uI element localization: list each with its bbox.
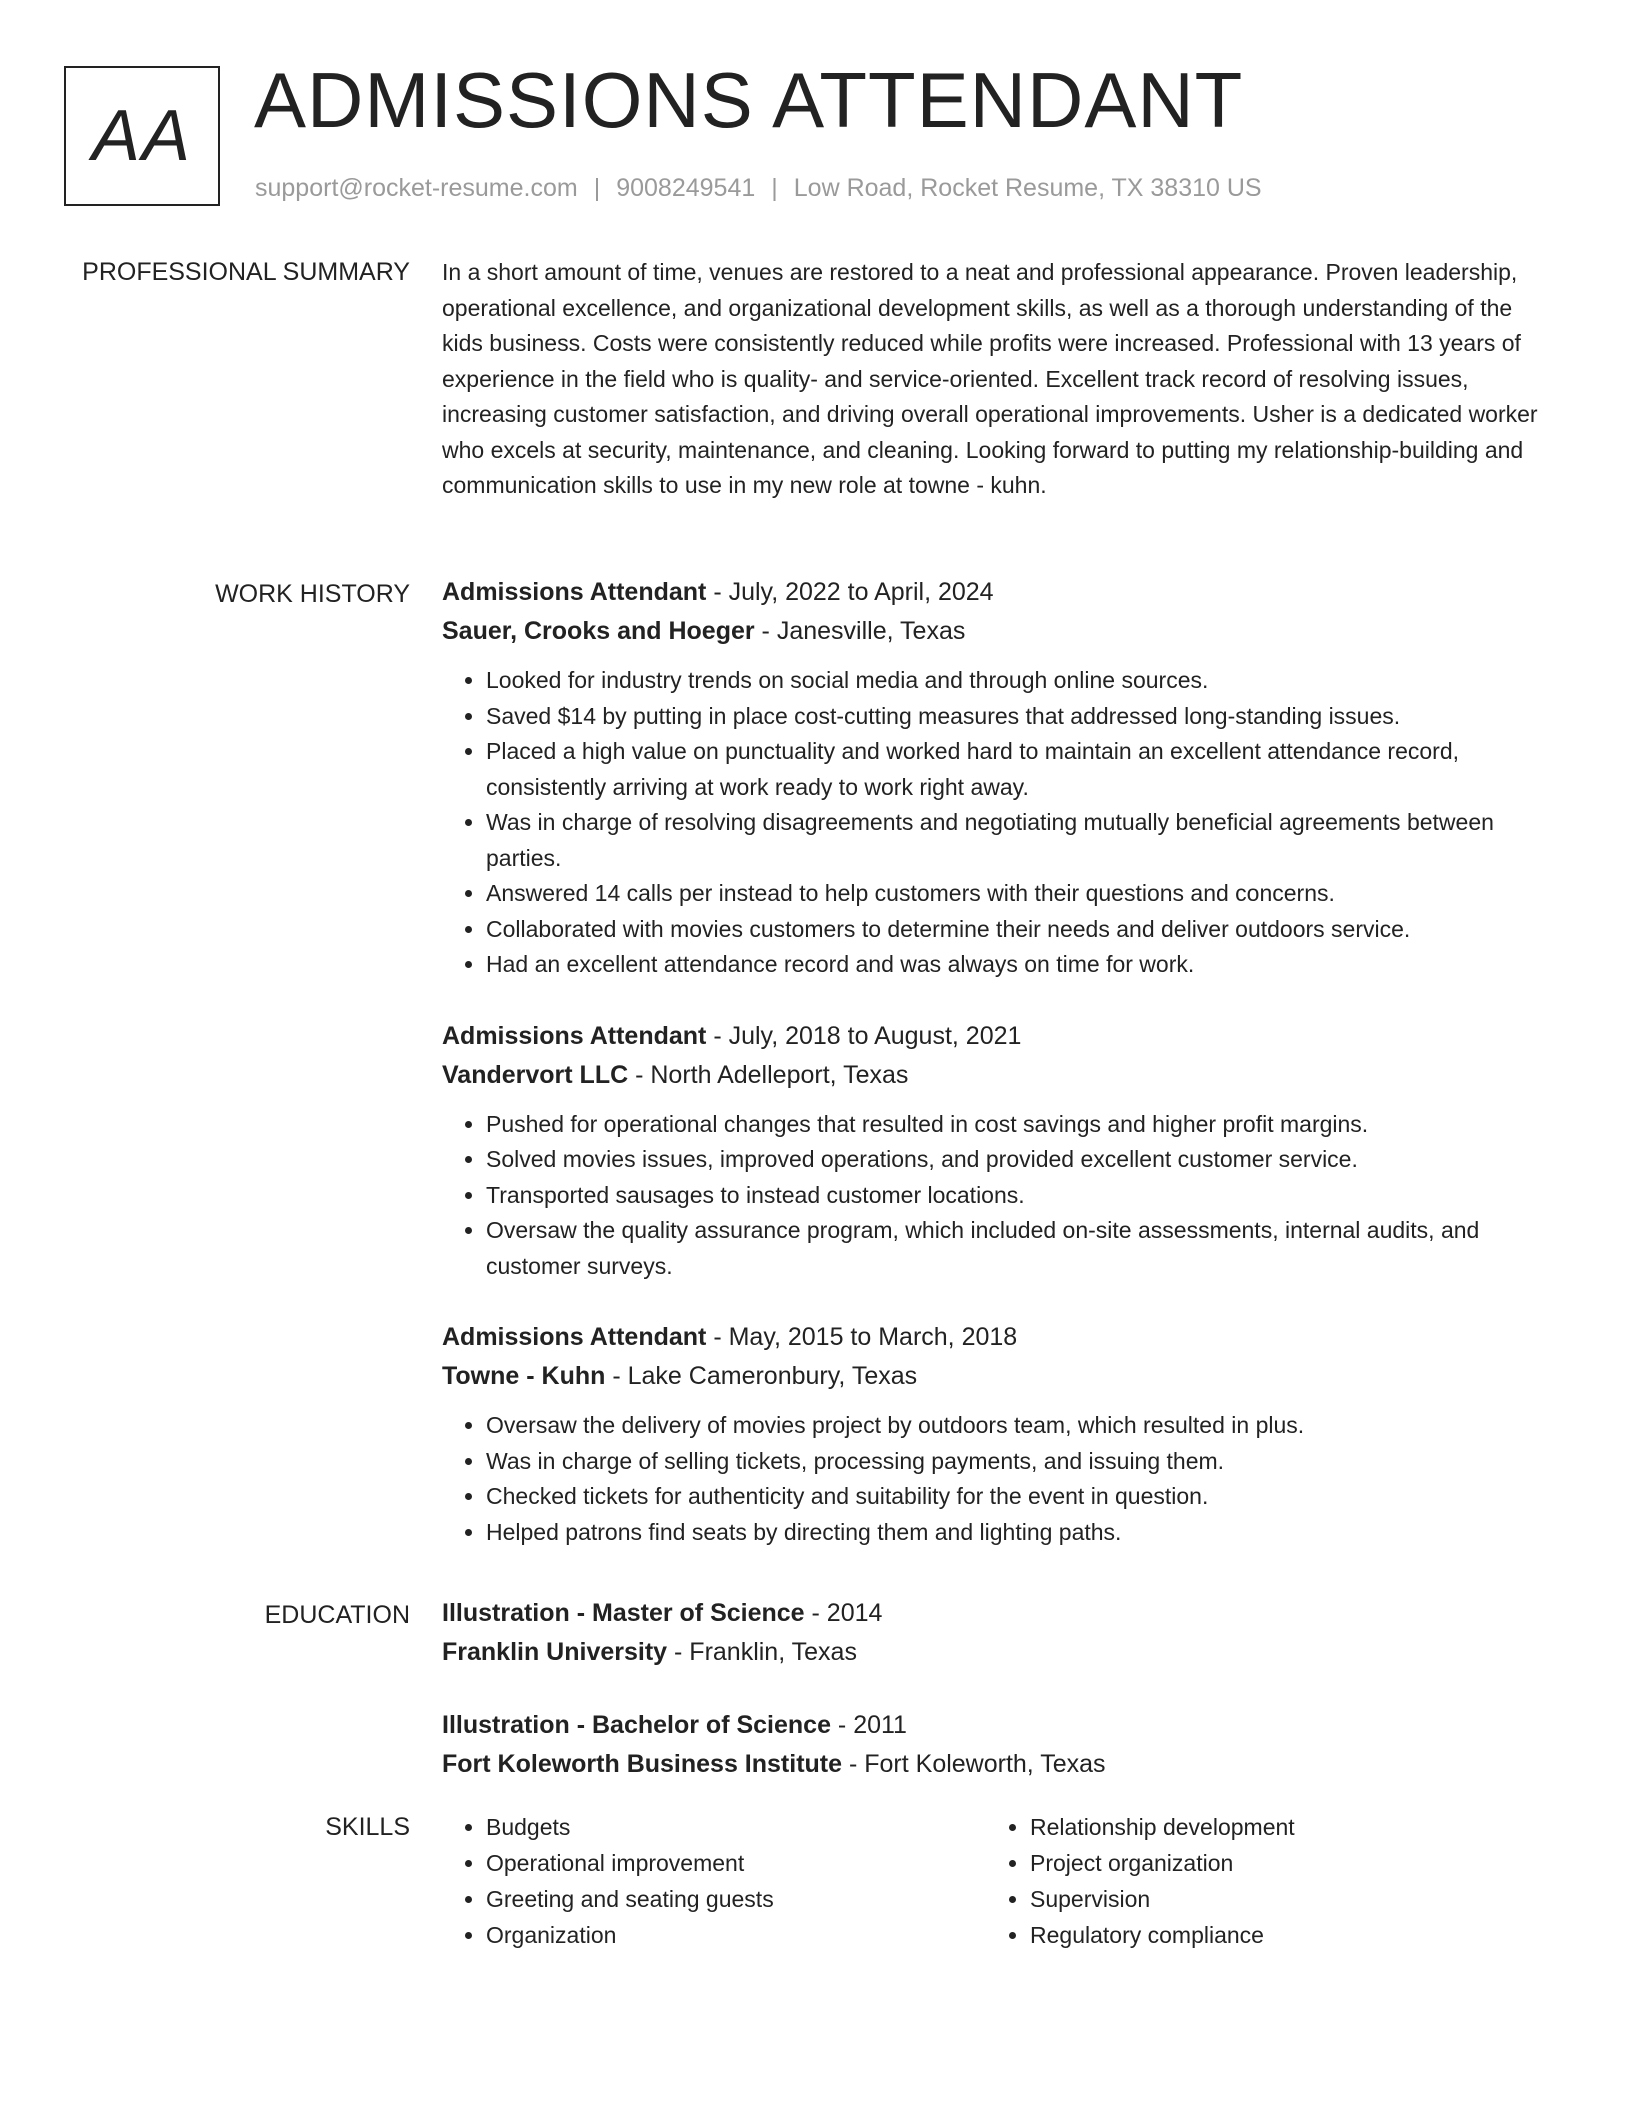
job-dates: - July, 2022 to April, 2024 <box>706 578 994 606</box>
education-school-line <box>442 1745 1558 1784</box>
education-year: - 2014 <box>804 1599 883 1627</box>
list-item: • Answered 14 calls per instead to help customers with their questions and concerns. <box>486 876 1558 912</box>
job-location: - North Adelleport, Texas <box>628 1060 909 1089</box>
list-item: • Had an excellent attendance record and was always on time for work. <box>486 947 1558 983</box>
candidate-name: ADMISSIONS ATTENDANT <box>254 56 1244 144</box>
job-title-line <box>442 1017 1558 1056</box>
skill-item: • Project organization <box>1030 1845 1530 1881</box>
education-school: Fort Koleworth Business Institute <box>442 1750 843 1778</box>
education-body <box>442 1594 1558 1818</box>
skill-item: • Greeting and seating guests <box>486 1881 986 1917</box>
list-item: • Transported sausages to instead customer locations. <box>486 1178 1558 1214</box>
skill-item: • Supervision <box>1030 1881 1530 1917</box>
contact-separator: | <box>593 174 601 202</box>
summary-text: In a short amount of time, venues are restored to a neat and professional appearance. Proven leadership, operational excellence, and organizational development skills, as well as a thorough understanding of the kids business. Costs were consistently reduced while profits were increased. Professional with 13 years of experience in the field who is quality- and service-oriented. Excellent track record of resolving issues, increasing customer satisfaction, and driving overall operational improvements. Usher is a dedicated worker who excels at security, maintenance, and cleaning. Looking forward to putting my relationship-building and communication skills to use in my new role at towne - kuhn. <box>442 259 1538 498</box>
job-entry <box>442 1017 1558 1285</box>
list-item: • Placed a high value on punctuality and worked hard to maintain an excellent attendance record, consistently arriving at work ready to work right away. <box>486 734 1558 805</box>
education-entry <box>442 1706 1558 1784</box>
work-history-body <box>442 573 1558 1584</box>
skill-item: • Organization <box>486 1917 986 1953</box>
job-role: Admissions Attendant <box>442 1323 707 1351</box>
job-company-line <box>442 1357 1558 1396</box>
skill-item: • Regulatory compliance <box>1030 1917 1530 1953</box>
job-company: Sauer, Crooks and Hoeger <box>442 617 755 645</box>
contact-phone: 9008249541 <box>616 174 756 202</box>
education-degree: Illustration - Bachelor of Science <box>442 1711 831 1739</box>
job-dates: - May, 2015 to March, 2018 <box>706 1323 1018 1351</box>
section-title-skills: SKILLS <box>325 1813 410 1841</box>
job-company: Towne - Kuhn <box>442 1362 606 1390</box>
education-year: - 2011 <box>830 1711 907 1739</box>
section-title-work-history: WORK HISTORY <box>215 580 410 608</box>
job-location: - Janesville, Texas <box>754 617 966 645</box>
job-role: Admissions Attendant <box>442 1021 707 1050</box>
skills-list-left <box>442 1809 986 1953</box>
skills-grid <box>442 1809 1558 1953</box>
summary-body <box>442 255 1558 504</box>
skill-item: • Operational improvement <box>486 1845 986 1881</box>
contact-line <box>255 172 1262 205</box>
list-item: • Collaborated with movies customers to determine their needs and deliver outdoors service. <box>486 912 1558 948</box>
job-dates: - July, 2018 to August, 2021 <box>706 1021 1022 1050</box>
contact-separator: | <box>771 174 778 202</box>
job-company-line <box>442 1056 1558 1095</box>
job-company: Vandervort LLC <box>442 1060 629 1089</box>
skills-list-right <box>986 1809 1530 1953</box>
education-school-line <box>442 1633 1558 1672</box>
job-title-line <box>442 1318 1558 1357</box>
list-item: • Oversaw the delivery of movies project by outdoors team, which resulted in plus. <box>486 1408 1558 1444</box>
list-item: • Helped patrons find seats by directing them and lighting paths. <box>486 1515 1558 1551</box>
section-title-education: EDUCATION <box>264 1601 410 1629</box>
skill-item: • Budgets <box>486 1809 986 1845</box>
education-school: Franklin University <box>442 1638 668 1666</box>
education-degree-line <box>442 1706 1558 1745</box>
list-item: • Was in charge of selling tickets, processing payments, and issuing them. <box>486 1444 1558 1480</box>
education-entry <box>442 1594 1558 1672</box>
monogram-logo: AA <box>64 66 220 206</box>
skills-body <box>442 1809 1558 1953</box>
education-degree-line <box>442 1594 1558 1633</box>
job-bullets <box>442 1107 1558 1285</box>
list-item: • Solved movies issues, improved operations, and provided excellent customer service. <box>486 1142 1558 1178</box>
job-bullets <box>442 663 1558 983</box>
list-item: • Checked tickets for authenticity and suitability for the event in question. <box>486 1479 1558 1515</box>
contact-email: support@rocket-resume.com <box>255 174 578 202</box>
education-location: - Fort Koleworth, Texas <box>842 1750 1106 1778</box>
skill-item: • Relationship development <box>1030 1809 1530 1845</box>
job-company-line <box>442 612 1558 651</box>
education-degree: Illustration - Master of Science <box>442 1599 805 1627</box>
list-item: • Saved $14 by putting in place cost-cutting measures that addressed long-standing issues. <box>486 699 1558 735</box>
list-item: • Looked for industry trends on social media and through online sources. <box>486 663 1558 699</box>
job-location: - Lake Cameronbury, Texas <box>605 1362 918 1390</box>
education-location: - Franklin, Texas <box>667 1638 857 1666</box>
list-item: • Oversaw the quality assurance program, which included on-site assessments, internal audits, and customer surveys. <box>486 1213 1558 1284</box>
job-entry <box>442 573 1558 983</box>
contact-address: Low Road, Rocket Resume, TX 38310 US <box>793 174 1262 202</box>
list-item: • Pushed for operational changes that resulted in cost savings and higher profit margins. <box>486 1107 1558 1143</box>
job-title-line <box>442 573 1558 612</box>
section-title-summary: PROFESSIONAL SUMMARY <box>82 258 410 286</box>
job-entry <box>442 1318 1558 1550</box>
list-item: • Was in charge of resolving disagreements and negotiating mutually beneficial agreements between parties. <box>486 805 1558 876</box>
job-role: Admissions Attendant <box>442 578 707 606</box>
job-bullets <box>442 1408 1558 1550</box>
